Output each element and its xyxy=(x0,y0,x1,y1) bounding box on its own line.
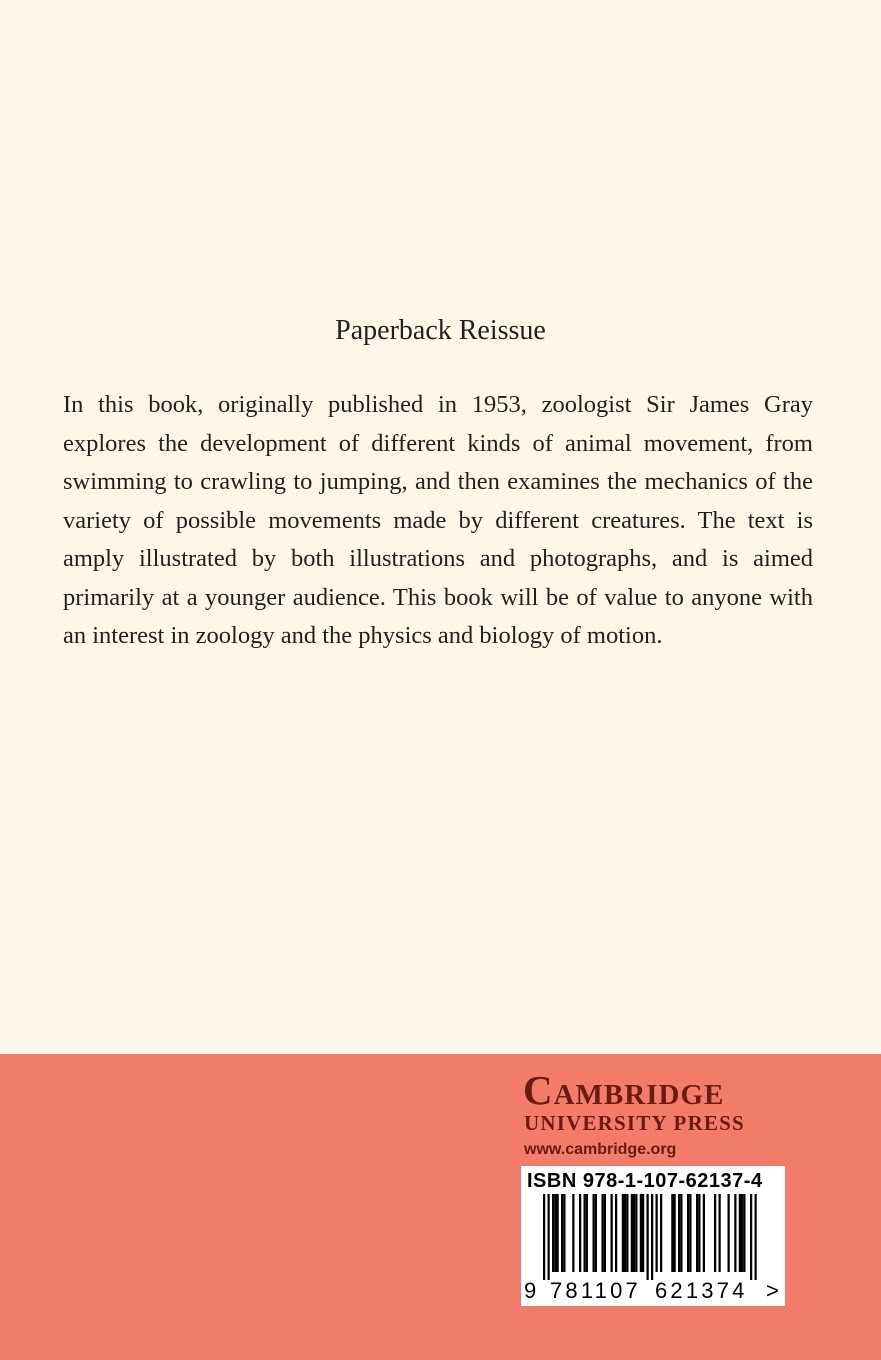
barcode-guard-bar xyxy=(548,1194,550,1280)
barcode-bar xyxy=(579,1194,581,1272)
barcode-bar xyxy=(680,1194,682,1272)
barcode-bar xyxy=(678,1194,680,1272)
barcode-digits-right-group: 621374 xyxy=(655,1278,748,1303)
barcode-bar xyxy=(642,1194,644,1272)
barcode-bar xyxy=(734,1194,736,1272)
barcode-bar xyxy=(563,1194,565,1272)
barcode-bar xyxy=(714,1194,716,1272)
barcode-bar xyxy=(703,1194,705,1272)
barcode-bar xyxy=(624,1194,626,1272)
isbn-label: ISBN 978-1-107-62137-4 xyxy=(527,1170,763,1192)
barcode-guard-bar xyxy=(543,1194,545,1280)
barcode-bar xyxy=(604,1194,606,1272)
barcode-bar xyxy=(660,1194,662,1272)
barcode-bar xyxy=(586,1194,588,1272)
barcode-bar xyxy=(615,1194,617,1272)
barcode-bar xyxy=(602,1194,604,1272)
barcode-bar xyxy=(595,1194,597,1272)
barcode-bar xyxy=(743,1194,745,1272)
barcode-bar xyxy=(572,1194,574,1272)
barcode-digits xyxy=(521,1278,785,1306)
reissue-heading: Paperback Reissue xyxy=(335,315,546,346)
barcode-bar xyxy=(622,1194,624,1272)
barcode-bar xyxy=(728,1194,730,1272)
barcode-bar xyxy=(739,1194,741,1272)
barcode-bar xyxy=(561,1194,563,1272)
barcode-graphic xyxy=(521,1194,785,1280)
barcode-bar xyxy=(687,1194,689,1272)
publisher-subtitle: UNIVERSITY PRESS xyxy=(524,1111,745,1135)
barcode-bar xyxy=(631,1194,633,1272)
barcode-block xyxy=(521,1166,785,1306)
barcode-guard-bar xyxy=(755,1194,757,1280)
barcode-digit-first: 9 xyxy=(524,1278,537,1303)
barcode-bar xyxy=(635,1194,637,1272)
barcode-guard-bar xyxy=(651,1194,653,1280)
barcode-bar xyxy=(626,1194,628,1272)
barcode-bar xyxy=(593,1194,595,1272)
barcode-bar xyxy=(698,1194,700,1272)
barcode-digits-left-group: 781107 xyxy=(550,1278,641,1303)
barcode-bar xyxy=(557,1194,559,1272)
book-blurb: In this book, originally published in 1953, zoologist Sir James Gray explores the development of different kinds of animal movement, from swimming to crawling to jumping, and then examines the mechanics of the variety of possible movements made by different creatures. The text is amply illustrated by both illustrations and photographs, and is aimed primarily at a younger audience. This book will be of value to anyone with an interest in zoology and the physics and biology of motion. xyxy=(63,391,813,649)
barcode-bar xyxy=(552,1194,554,1272)
barcode-bar xyxy=(689,1194,691,1272)
barcode-bar xyxy=(611,1194,613,1272)
barcode-bar xyxy=(719,1194,721,1272)
barcode-guard-bar xyxy=(750,1194,752,1280)
barcode-bar xyxy=(640,1194,642,1272)
barcode-bar xyxy=(633,1194,635,1272)
barcode-bar xyxy=(656,1194,658,1272)
barcode-bar xyxy=(741,1194,743,1272)
publisher-name: Cambridge xyxy=(523,1067,725,1113)
barcode-bar xyxy=(696,1194,698,1272)
barcode-bar xyxy=(554,1194,556,1272)
barcode-guard-bar xyxy=(647,1194,649,1280)
barcode-quiet-zone-marker: > xyxy=(766,1278,779,1303)
publisher-url: www.cambridge.org xyxy=(524,1141,677,1158)
barcode-bar xyxy=(671,1194,673,1272)
barcode-bar xyxy=(674,1194,676,1272)
barcode-bar xyxy=(584,1194,586,1272)
